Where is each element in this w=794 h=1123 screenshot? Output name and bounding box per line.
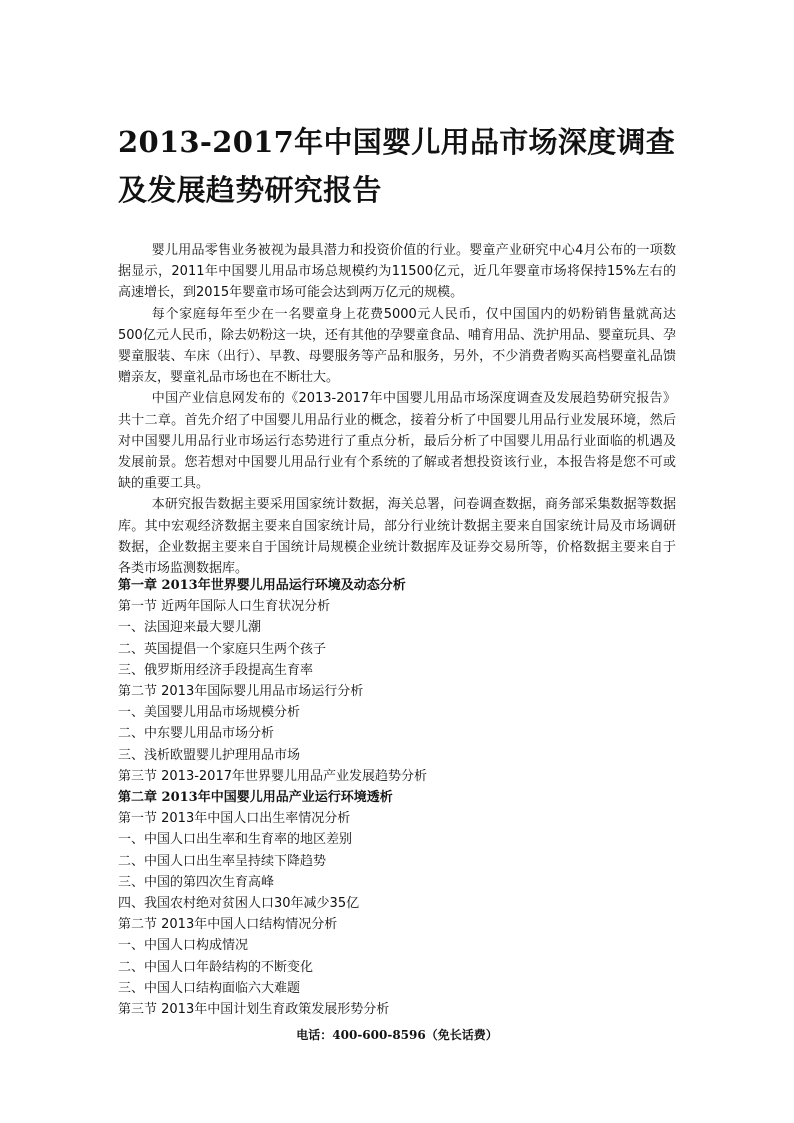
paragraph: 每个家庭每年至少在一名婴童身上花费5000元人民币，仅中国国内的奶粉销售量就高达500亿元人民币，除去奶粉这一块，还有其他的孕婴童食品、哺育用品、洗护用品、婴童玩具、孕婴童服装、车床（出行）、早教、母婴服务等产品和服务，另外，不少消费者购买高档婴童礼品馈赠亲友，婴童礼品市场也在不断壮大。 xyxy=(118,306,676,386)
toc-entry: 三、中国人口结构面临六大难题 xyxy=(118,980,301,996)
document-title: 2013-2017年中国婴儿用品市场深度调查及发展趋势研究报告 xyxy=(118,125,676,207)
toc-entry: 第一节 2013年中国人口出生率情况分析 xyxy=(118,811,351,827)
toc-entry: 三、俄罗斯用经济手段提高生育率 xyxy=(118,662,314,678)
paragraph: 本研究报告数据主要采用国家统计数据，海关总署，问卷调查数据，商务部采集数据等数据库。其中宏观经济数据主要来自国家统计局，部分行业统计数据主要来自国家统计局及市场调研数据，企业数据主要来自于国统计局规模企业统计数据库及证券交易所等，价格数据主要来自于各类市场监测数据库。 xyxy=(118,497,676,577)
toc-entry: 二、中国人口出生率呈持续下降趋势 xyxy=(118,853,327,869)
toc-entry: 一、法国迎来最大婴儿潮 xyxy=(118,620,262,636)
toc-entry: 二、中东婴儿用品市场分析 xyxy=(118,726,275,742)
toc-entry: 三、浅析欧盟婴儿护理用品市场 xyxy=(118,747,301,763)
toc-entry: 第二节 2013年中国人口结构情况分析 xyxy=(118,917,338,933)
toc-entry: 第二节 2013年国际婴儿用品市场运行分析 xyxy=(118,684,364,700)
toc-entry: 一、中国人口出生率和生育率的地区差别 xyxy=(118,832,353,848)
toc-entry: 第一节 近两年国际人口生育状况分析 xyxy=(118,599,331,615)
toc-entry: 二、英国提倡一个家庭只生两个孩子 xyxy=(118,641,327,657)
toc-entry: 第三节 2013年中国计划生育政策发展形势分析 xyxy=(118,1002,390,1018)
contact-footer: 电话：400-600-8596（免长话费） xyxy=(296,1028,498,1042)
toc-entry: 一、美国婴儿用品市场规模分析 xyxy=(118,705,301,721)
toc-entry: 三、中国的第四次生育高峰 xyxy=(118,874,275,890)
toc-entry: 二、中国人口年龄结构的不断变化 xyxy=(118,959,314,975)
toc-entry: 第三节 2013-2017年世界婴儿用品产业发展趋势分析 xyxy=(118,768,427,784)
toc-chapter-heading: 第一章 2013年世界婴儿用品运行环境及动态分析 xyxy=(118,578,406,593)
toc-chapter-heading: 第二章 2013年中国婴儿用品产业运行环境透析 xyxy=(118,790,393,806)
toc-entry: 一、中国人口构成情况 xyxy=(118,938,249,954)
table-of-contents xyxy=(118,575,676,1020)
paragraph: 婴儿用品零售业务被视为最具潜力和投资价值的行业。婴童产业研究中心4月公布的一项数据显示，2011年中国婴儿用品市场总规模约为11500亿元，近几年婴童市场将保持15%左右的高速增长，到2015年婴童市场可能会达到两万亿元的规模。 xyxy=(118,243,676,301)
toc-entry: 四、我国农村绝对贫困人口30年减少35亿 xyxy=(118,896,360,912)
paragraph: 中国产业信息网发布的《2013-2017年中国婴儿用品市场深度调查及发展趋势研究报告》共十二章。首先介绍了中国婴儿用品行业的概念，接着分析了中国婴儿用品行业发展环境，然后对中国婴儿用品行业市场运行态势进行了重点分析，最后分析了中国婴儿用品行业面临的机遇及发展前景。您若想对中国婴儿用品行业有个系统的了解或者想投资该行业，本报告将是您不可或缺的重要工具。 xyxy=(118,391,676,492)
intro-text xyxy=(118,240,676,579)
